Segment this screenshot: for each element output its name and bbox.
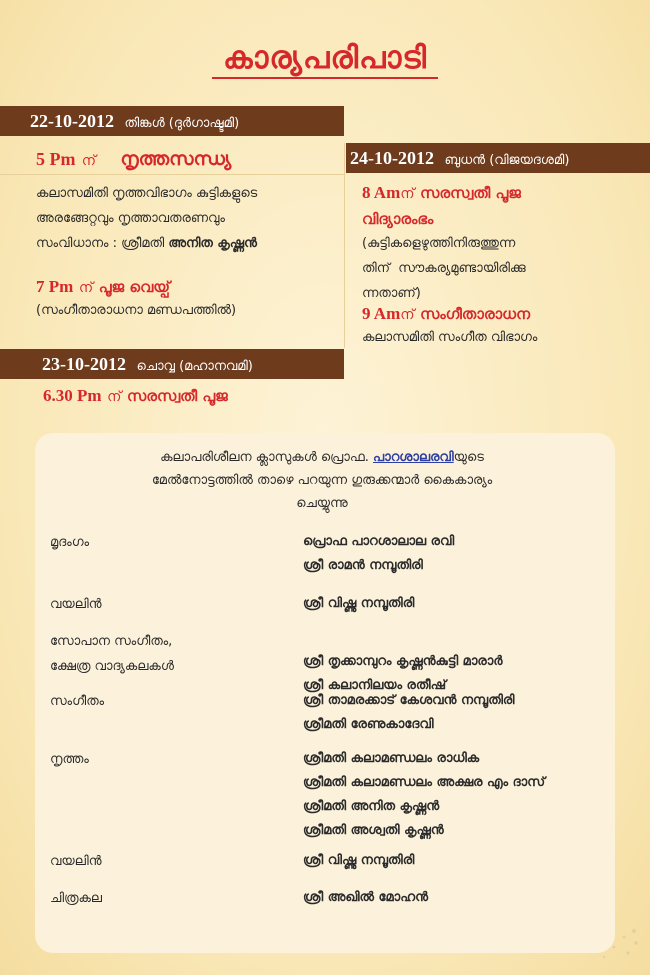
day1-date: 22-10-2012 [30,111,114,131]
day3-event2-title: സംഗീതാരാധന [420,305,530,323]
date-bar-day2 [0,349,344,379]
date-bar-day1 [0,106,344,136]
day3-date: 24-10-2012 [350,148,434,168]
day3-day: ബുധൻ (വിജയദശമി) [444,153,570,168]
day1-event1 [36,148,231,170]
teacher-name: പ്രൊഫ പാറശാലാല രവി [303,534,455,549]
day2-day: ചൊവ്വ (മഹാനവമി) [136,359,253,374]
intro-name: പാറശാലരവി [373,450,454,465]
teacher-name: ശ്രീ വിഷ്ണു നമ്പൂതിരി [303,596,415,611]
intro-line3: ചെയ്യുന്നു [296,496,348,511]
teacher-name: ശ്രീ കലാനിലയം രതീഷ് [303,678,447,693]
day2-event1 [43,386,228,406]
teacher-name: ശ്രീമതി കലാമണ്ഡലം രാധിക [303,751,480,766]
day2-event1-title: സരസ്വതീ പൂജ [126,387,228,405]
day1-event2-suffix: ന് [78,280,94,296]
intro-line2: മേൽനോട്ടത്തിൽ താഴെ പറയുന്ന ഗുരുക്കന്മാർ കൈകാര്യം [151,473,493,488]
teacher-name: ശ്രീ രാമൻ നമ്പൂതിരി [303,558,423,573]
day1-day: തിങ്കൾ (ദുർഗാഷ്ടമി) [124,116,240,131]
teacher-name: ശ്രീമതി രേണുകാദേവി [303,717,434,732]
teacher-list [303,849,414,873]
teacher-name: ശ്രീ അഖിൽ മോഹൻ [303,890,429,905]
day1-desc-line3-prefix: സംവിധാനം : ശ്രീമതി [36,236,165,251]
day3-event1-title: സരസ്വതീ പൂജ [420,184,521,202]
day3-event1-suffix: ന് [400,186,415,202]
page-title: കാര്യപരിപാടി [223,40,427,76]
day2-event1-time: 6.30 Pm [43,386,102,405]
day3-event2-suffix: ന് [400,307,415,323]
instrument-label: ചിത്രകല [50,891,103,906]
instrument-label: സംഗീതം [50,694,105,709]
classes-intro [72,446,572,515]
teacher-list [303,747,545,843]
intro-line1-suffix: യുടെ [453,450,484,465]
teacher-name: ശ്രീ താമരക്കാട് കേശവൻ നമ്പൂതിരി [303,693,515,708]
day1-event1-title: നൃത്തസന്ധ്യ [120,148,232,170]
teacher-list [303,689,515,737]
day3-note-line3: ന്നതാണ്) [362,286,421,301]
day3-note-line1: (കുട്ടികളെഴുത്തിനിരുത്തുന്ന [362,236,516,251]
instrument-label: നൃത്തം [50,752,89,767]
day3-note [362,231,526,306]
day1-desc-line2: അരങ്ങേറ്റവും നൃത്താവതരണവും [36,211,225,226]
intro-line1-prefix: കലാപരിശീലന ക്ലാസുകൾ പ്രൊഫ. [160,450,369,465]
day3-event1-title2: വിദ്യാരംഭം [362,210,434,228]
teacher-name: ശ്രീമതി കലാമണ്ഡലം അക്ഷര എം ദാസ് [303,775,546,790]
instrument-label-line2: ക്ഷേത്ര വാദ്യകലകൾ [50,659,174,674]
day1-desc [36,181,257,256]
day1-event2-note: (സംഗീതാരാധനാ മണ്ഡപത്തിൽ) [36,303,237,318]
teacher-name: ശ്രീ തൃക്കാമ്പുറം കൃഷ്ണൻകുട്ടി മാരാർ [303,654,503,669]
day1-event1-suffix: ന് [81,153,97,169]
instrument-label [50,629,174,679]
day3-note-line2: തിന് സൗകര്യമുണ്ടായിരിക്കു [362,261,526,276]
teacher-name: ശ്രീമതി അനിത കൃഷ്ണൻ [303,799,440,814]
teacher-name: ശ്രീമതി അശ്വതി കൃഷ്ണൻ [303,823,444,838]
teacher-list [303,886,428,910]
teacher-name: ശ്രീ വിഷ്ണു നമ്പൂതിരി [303,853,415,868]
teacher-list [303,592,414,616]
title-underline [212,77,438,79]
decorative-dots [584,923,644,963]
day1-event2-title: പൂജ വെയ്പ് [98,278,170,296]
date-bar-day3 [346,143,650,173]
teacher-list [303,530,454,578]
day3-event2 [362,304,530,324]
divider [0,174,344,175]
day2-date: 23-10-2012 [42,354,126,374]
day1-desc-line3-name: അനിത കൃഷ്ണൻ [168,236,257,251]
instrument-label: വയലിൻ [50,854,102,869]
instrument-label-line1: സോപാന സംഗീതം, [50,634,173,649]
day3-event2-note: കലാസമിതി സംഗീത വിഭാഗം [362,330,538,345]
day1-desc-line1: കലാസമിതി നൃത്തവിഭാഗം കുട്ടികളുടെ [36,186,258,201]
day2-event1-suffix: ന് [107,389,122,405]
day1-event2 [36,277,170,297]
day1-event1-time: 5 Pm [36,149,76,169]
day3-event2-time: 9 Am [362,304,401,323]
day1-desc-line3 [36,231,257,256]
instrument-label: വയലിൻ [50,597,102,612]
day3-event1-time: 8 Am [362,183,401,202]
day3-event1 [362,180,521,232]
instrument-label: മൃദംഗം [50,535,90,550]
day1-event2-time: 7 Pm [36,277,74,296]
column-divider [344,143,345,348]
